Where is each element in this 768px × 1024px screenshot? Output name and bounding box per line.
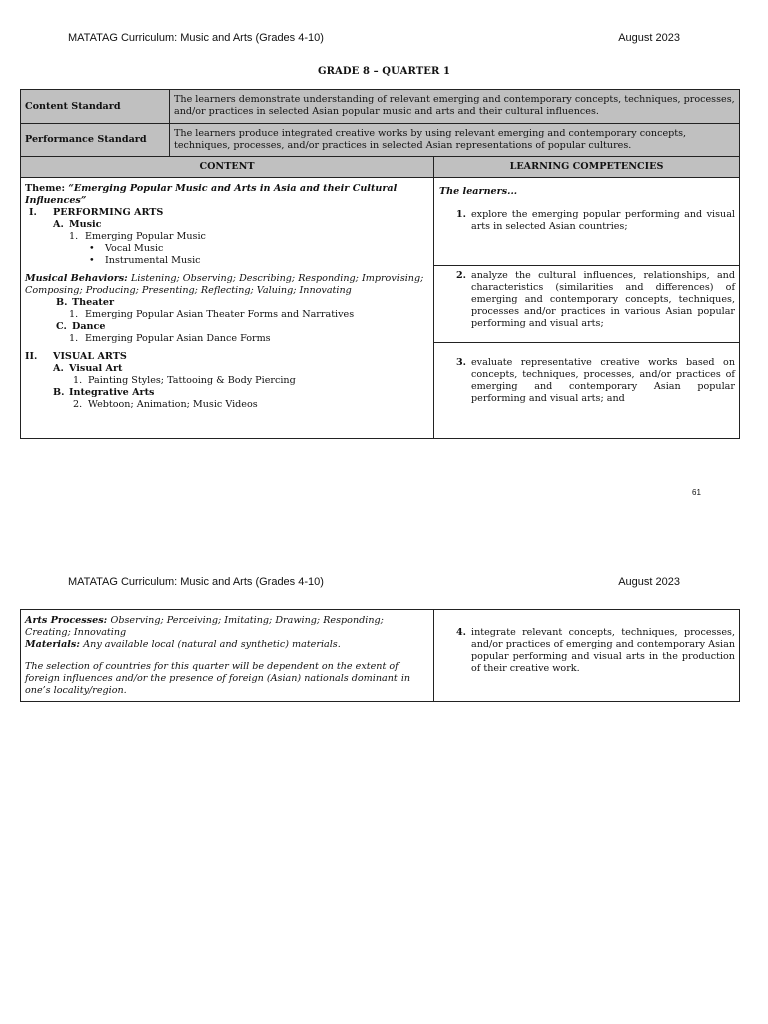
visual-art-item: 1. Painting Styles; Tattooing & Body Piercing: [73, 375, 296, 386]
arts-processes: Arts Processes: Observing; Perceiving; Imitating; Drawing; Responding; Creating; Innovating: [25, 615, 384, 638]
section-performing-arts: I. PERFORMING ARTS: [29, 207, 164, 218]
learners-intro: The learners...: [439, 186, 518, 197]
theater-item: 1. Emerging Popular Asian Theater Forms and Narratives: [69, 309, 355, 320]
performance-standard-row: [21, 124, 740, 157]
competency-cell-3: [434, 343, 740, 439]
subsection-theater: B. Theater: [56, 297, 115, 308]
competencies-column-header: LEARNING COMPETENCIES: [434, 157, 740, 178]
subsection-music: A. Music: [53, 219, 102, 230]
page2-header-date: August 2023: [618, 576, 680, 588]
content-cell: [21, 178, 434, 439]
theme-label: Theme:: [25, 183, 69, 194]
curriculum-table: [20, 89, 740, 439]
subsection-integrative-arts: B. Integrative Arts: [53, 387, 155, 398]
curriculum-table-continued: [20, 609, 740, 702]
competency-1: 1. explore the emerging popular performing and visual arts in selected Asian countries;: [456, 209, 735, 232]
content-standard-row: [21, 90, 740, 124]
content-column-header: CONTENT: [21, 157, 434, 178]
competency-3: 3. evaluate representative creative works based on concepts, techniques, processes, and/or practices of emerging and contemporary Asian popular performing and visual arts; and: [456, 357, 735, 404]
content-row: [21, 178, 740, 266]
page-header-left: MATATAG Curriculum: Music and Arts (Grades 4-10): [68, 32, 324, 44]
musical-behaviors: Musical Behaviors: Listening; Observing; Describing; Responding; Improvising; Composing; Producing; Presenting; Reflecting; Valuing; Innovating: [25, 273, 424, 296]
subsection-dance: C. Dance: [56, 321, 106, 332]
column-header-row: [21, 157, 740, 178]
content-standard-text: The learners demonstrate understanding of relevant emerging and contemporary concepts, techniques, processes, and/or practices in selected Asian popular music and arts and their cultural influences.: [170, 90, 740, 124]
page-title: GRADE 8 – QUARTER 1: [317, 66, 451, 77]
dance-item: 1. Emerging Popular Asian Dance Forms: [69, 333, 271, 344]
bullet-vocal-music: • Vocal Music: [89, 243, 164, 254]
competency-cell-4: [434, 610, 740, 702]
page2-header-left: MATATAG Curriculum: Music and Arts (Grades 4-10): [68, 576, 324, 588]
theme-text: “Emerging Popular Music and Arts in Asia and their Cultural Influences”: [25, 183, 398, 206]
integrative-arts-item: 2. Webtoon; Animation; Music Videos: [73, 399, 258, 410]
performance-standard-label: Performance Standard: [21, 124, 170, 157]
bullet-instrumental-music: • Instrumental Music: [89, 255, 201, 266]
section-visual-arts: II. VISUAL ARTS: [25, 351, 127, 362]
continued-content-cell: [21, 610, 434, 702]
theme: [25, 183, 429, 207]
competency-2: 2. analyze the cultural influences, relationships, and characteristics (similarities and differences) of emerging and contemporary concepts, techniques, processes and/or practices in various Asian popular performing and visual arts;: [456, 270, 735, 329]
competency-cell-1: [434, 178, 740, 266]
page-header-date: August 2023: [618, 32, 680, 44]
content-standard-label: Content Standard: [21, 90, 170, 124]
selection-note: The selection of countries for this quarter will be dependent on the extent of foreign influences and/or the presence of foreign (Asian) nationals dominant in one’s locality/region.: [25, 661, 411, 696]
subsection-visual-art: A. Visual Art: [53, 363, 123, 374]
page-number: 61: [692, 488, 701, 497]
music-item: 1. Emerging Popular Music: [69, 231, 206, 242]
continued-row: [21, 610, 740, 702]
competency-4: 4. integrate relevant concepts, techniques, processes, and/or practices of emerging and contemporary Asian popular performing and visual arts in the production of their creative work.: [456, 627, 735, 674]
materials: Materials: Any available local (natural and synthetic) materials.: [25, 639, 341, 650]
competency-cell-2: [434, 266, 740, 343]
performance-standard-text: The learners produce integrated creative works by using relevant emerging and contemporary concepts, techniques, processes, and/or practices in selected Asian representations of popular cultures.: [170, 124, 740, 157]
